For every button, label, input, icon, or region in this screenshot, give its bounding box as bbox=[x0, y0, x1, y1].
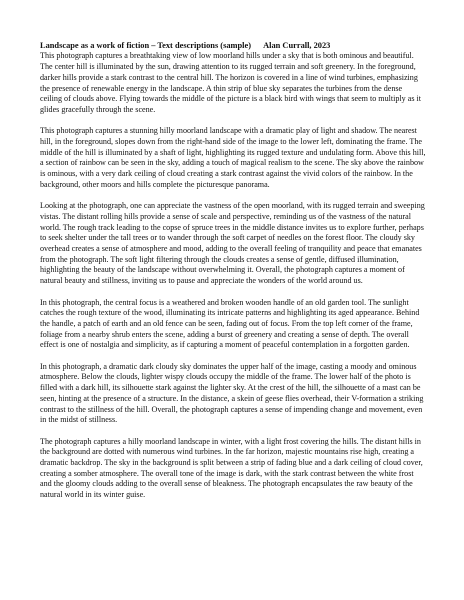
paragraph-6: The photograph captures a hilly moorland landscape in winter, with a light frost covering the hills. The distant hills in the background are dotted with numerous wind turbines. In the far horizon, majestic mountains rise high, creating a dramatic backdrop. The sky in the background is split between a strip of fading blue and a dark ceiling of cloud cover, creating a somber atmosphere. The overall tone of the image is dark, with the stark contrast between the white frost and the gloomy clouds adding to the overall sense of bleakness. The photograph encapsulates the raw beauty of the natural world in its winter guise. bbox=[40, 436, 423, 500]
paragraph-5: In this photograph, a dramatic dark cloudy sky dominates the upper half of the image, casting a moody and ominous atmosphere. Below the clouds, lighter wispy clouds occupy the middle of the frame. The lower half of the photo is filled with a dark hill, its silhouette stark against the lighter sky. At the crest of the hill, the silhouette of a mast can be seen, hinting at the presence of a structure. In the distance, a skein of geese flies overhead, their V-formation a striking contrast to the stillness of the hill. Overall, the photograph captures a sense of impending change and movement, even in the midst of stillness. bbox=[40, 361, 424, 425]
document-title: Landscape as a work of fiction – Text descriptions (sample) bbox=[40, 41, 252, 50]
paragraph-4: In this photograph, the central focus is a weathered and broken wooden handle of an old garden tool. The sunlight catches the rough texture of the wood, illuminating its intricate patterns and highlighting its aged appearance. Behind the handle, a patch of earth and an old fence can be seen, fading out of focus. From the top left corner of the frame, foliage from a nearby shrub enters the scene, adding a burst of greenery and creating a sense of depth. The overall effect is one of nostalgia and simplicity, as if capturing a moment of peaceful contemplation in a forgotten garden. bbox=[40, 297, 420, 350]
paragraph-1: This photograph captures a breathtaking view of low moorland hills under a sky that is both ominous and beautiful. The center hill is illuminated by the sun, drawing attention to its rugged terrain and soft greenery. In the foreground, darker hills provide a stark contrast to the central hill. The horizon is covered in a line of wind turbines, emphasizing the presence of renewable energy in the landscape. A thin strip of blue sky separates the turbines from the dense ceiling of clouds above. Flying towards the middle of the picture is a black bird with wings that seem to multiply as it glides gracefully through the scene. bbox=[40, 51, 422, 114]
document-author: Alan Currall, 2023 bbox=[263, 41, 331, 50]
paragraph-3: Looking at the photograph, one can appreciate the vastness of the open moorland, with its rugged terrain and sweeping vistas. The distant rolling hills provide a sense of scale and perspective, reminding us of the vastness of the natural world. The rough track leading to the copse of spruce trees in the middle distance invites us to explore further, perhaps to seek shelter under the tall trees or to wander through the soft carpet of needles on the forest floor. The cloudy sky overhead creates a sense of atmosphere and mood, adding to the overall feeling of tranquility and peace that emanates from the photograph. The soft light filtering through the clouds creates a sense of gentle, diffused illumination, highlighting the beauty of the landscape without overwhelming it. Overall, the photograph captures a moment of natural beauty and stillness, inviting us to pause and appreciate the wonders of the world around us. bbox=[40, 201, 425, 286]
document-page bbox=[40, 41, 426, 512]
document-heading bbox=[40, 41, 426, 51]
paragraph-2: This photograph captures a stunning hilly moorland landscape with a dramatic play of light and shadow. The nearest hill, in the foreground, slopes down from the right-hand side of the image to the lower left, dominating the frame. The middle of the hill is illuminated by a shaft of light, highlighting its rugged texture and undulating form. Above this hill, a section of rainbow can be seen in the sky, adding a touch of magical realism to the scene. The sky above the rainbow is ominous, with a very dark ceiling of cloud creating a stark contrast against the vivid colors of the rainbow. In the background, other moors and hills complete the picturesque panorama. bbox=[40, 126, 426, 189]
